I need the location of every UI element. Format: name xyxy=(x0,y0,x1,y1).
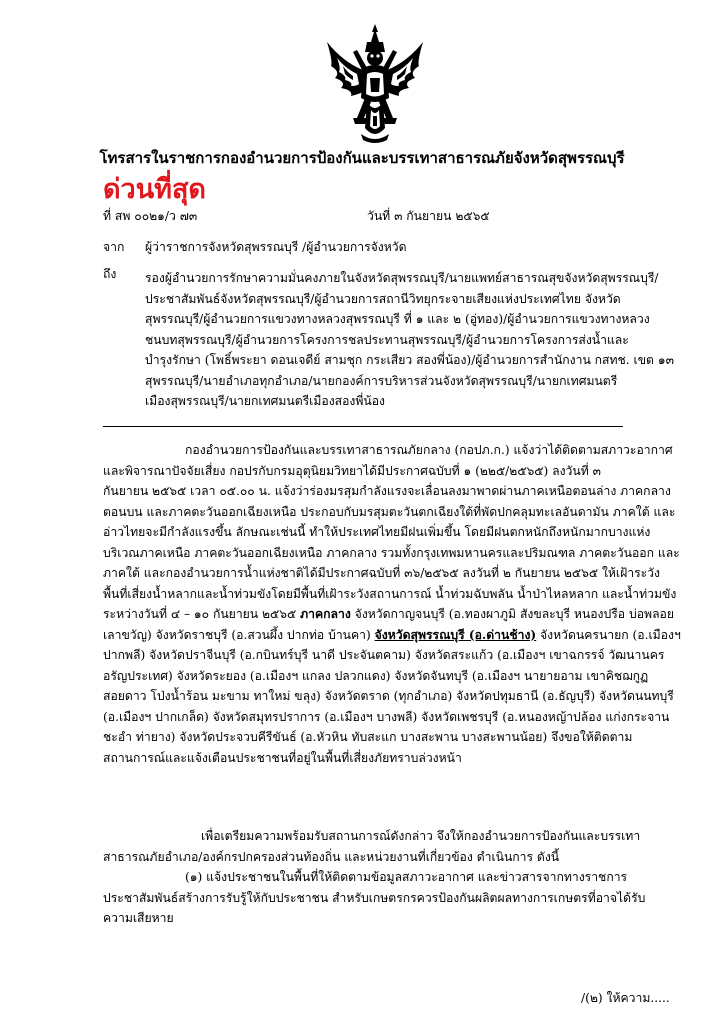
action-line: (๑) แจ้งประชาชนในพื้นที่ให้ติดตามข้อมูลสภาวะอากาศ และข่าวสารจากทางราชการ xyxy=(185,870,628,884)
body-line: สถานการณ์และแจ้งเตือนประชาชนที่อยู่ในพื้นที่เสี่ยงภัยทราบล่วงหน้า xyxy=(103,750,462,765)
recipient-list xyxy=(145,268,674,412)
recipient-line: รองผู้อำนวยการรักษาความมั่นคงภายในจังหวัดสุพรรณบุรี/นายแพทย์สาธารณสุขจังหวัดสุพรรณบุรี/ xyxy=(145,271,659,285)
action-line: ประชาสัมพันธ์สร้างการรับรู้ให้กับประชาชน สำหรับเกษตรกรควรป้องกันผลิตผลทางการเกษตรที่อาจได้รับ xyxy=(103,890,646,905)
action-line: ความเสียหาย xyxy=(103,911,174,925)
recipient-line: ประชาสัมพันธ์จังหวัดสุพรรณบุรี/ผู้อำนวยการสถานีวิทยุกระจายเสียงแห่งประเทศไทย จังหวัด xyxy=(145,291,621,306)
province-highlight: จังหวัดสุพรรณบุรี (อ.ด่านช้าง) xyxy=(374,627,537,642)
body-line: ปากพลี) จังหวัดปราจีนบุรี (อ.กบินทร์บุรี นาดี ประจันตคาม) จังหวัดสระแก้ว (อ.เมืองฯ เขาฉกรรจ์ วัฒนานคร xyxy=(103,648,665,662)
from-sender: ผู้ว่าราชการจังหวัดสุพรรณบุรี /ผู้อำนวยการจังหวัด xyxy=(145,240,407,254)
action-line: เพื่อเตรียมความพร้อมรับสถานการณ์ดังกล่าว จึงให้กองอำนวยการป้องกันและบรรเทา xyxy=(201,829,641,843)
reference-number: ที่ สพ ๐๐๒๑/ว ๗๓ xyxy=(103,209,198,223)
body-line: ภาคใต้ และกองอำนวยการน้ำแห่งชาติได้มีประกาศฉบับที่ ๓๖/๒๕๖๕ ลงวันที่ ๒ กันยายน ๒๕๖๕ ให้เฝ้าระวัง xyxy=(103,566,660,580)
recipient-line: ชนบทสุพรรณบุรี/ผู้อำนวยการโครงการชลประทานสุพรรณบุรี/ผู้อำนวยการโครงการส่งน้ำและ xyxy=(145,332,629,347)
recipient-line: สุพรรณบุรี/ผู้อำนวยการแขวงทางหลวงสุพรรณบุรี ที่ ๑ และ ๒ (อู่ทอง)/ผู้อำนวยการแขวงทางหลวง xyxy=(145,312,650,326)
action-line: สาธารณภัยอำเภอ/องค์กรปกครองส่วนท้องถิ่น และหน่วยงานที่เกี่ยวข้อง ดำเนินการ ดังนี้ xyxy=(103,849,560,864)
body-line: กองอำนวยการป้องกันและบรรเทาสาธารณภัยกลาง (กอปภ.ก.) แจ้งว่าได้ติดตามสภาวะอากาศ xyxy=(185,443,673,457)
document-title: โทรสารในราชการกองอำนวยการป้องกันและบรรเทาสาธารณภัยจังหวัดสุพรรณบุรี xyxy=(99,149,625,167)
header-divider xyxy=(103,426,623,427)
to-label: ถึง xyxy=(103,267,117,281)
body-line: ชะอำ ท่ายาง) จังหวัดประจวบคีรีขันธ์ (อ.หัวหิน ทับสะแก บางสะพาน บางสะพานน้อย) จึงขอให้ติดตาม xyxy=(103,730,633,744)
page-continuation: /(๒) ให้ความ..... xyxy=(581,991,670,1005)
body-paragraph xyxy=(103,440,681,768)
body-line xyxy=(103,604,674,625)
body-line: (อ.เมืองฯ ปากเกล็ด) จังหวัดสมุทรปราการ (อ.เมืองฯ บางพลี) จังหวัดเพชรบุรี (อ.หนองหญ้าปล้อง แก่งกระจาน xyxy=(103,709,670,724)
body-line: อรัญประเทศ) จังหวัดระยอง (อ.เมืองฯ แกลง ปลวกแดง) จังหวัดจันทบุรี (อ.เมืองฯ นายายอาม เขาคิชฌกูฏ xyxy=(103,668,649,683)
body-line: สอยดาว โป่งน้ำร้อน มะขาม ทาใหม่ ขลุง) จังหวัดตราด (ทุกอำเภอ) จังหวัดปทุมธานี (อ.ธัญบุรี) จังหวัดนนทบุรี xyxy=(103,689,674,703)
recipient-line: บำรุงรักษา (โพธิ์พระยา ดอนเจดีย์ สามชุก กระเสียว สองพี่น้อง)/ผู้อำนวยการสำนักงาน กสทช. เขต ๑๓ xyxy=(145,353,674,367)
document-date: วันที่ ๓ กันยายน ๒๕๖๕ xyxy=(367,209,490,223)
urgency-stamp: ด่วนที่สุด xyxy=(103,174,206,205)
body-text: ระหว่างวันที่ ๔ – ๑๐ กันยายน ๒๕๖๕ xyxy=(103,607,301,621)
body-line: อ่าวไทยจะมีกำลังแรงขึ้น ลักษณะเช่นนี้ ทำให้ประเทศไทยมีฝนเพิ่มขึ้น โดยมีฝนตกหนักถึงหนักมากบางแห่ง xyxy=(103,525,651,539)
body-line: กันยายน ๒๕๖๕ เวลา ๐๕.๐๐ น. แจ้งว่าร่องมรสุมกำลังแรงจะเลื่อนลงมาพาดผ่านภาคเหนือตอนล่าง ภาคกลาง xyxy=(103,484,671,498)
body-line xyxy=(103,625,681,646)
body-text: เลาขวัญ) จังหวัดราชบุรี (อ.สวนผึ้ง ปากท่อ บ้านคา) xyxy=(103,627,375,642)
body-line: และพิจารณาปัจจัยเสี่ยง กอปรกับกรมอุตุนิยมวิทยาได้มีประกาศฉบับที่ ๑ (๒๒๕/๒๕๖๕) ลงวันที่ ๓ xyxy=(103,463,601,478)
garuda-emblem-icon xyxy=(323,22,427,146)
body-text: จังหวัดนครนายก (อ.เมืองฯ xyxy=(536,627,681,642)
action-paragraph xyxy=(103,826,646,929)
body-text: จังหวัดกาญจนบุรี (อ.ทองผาภูมิ สังขละบุรี หนองปรือ บ่อพลอย xyxy=(350,607,674,621)
body-line: พื้นที่เสี่ยงน้ำหลากและน้ำท่วมขังโดยมีพื้นที่เฝ้าระวังสถานการณ์ น้ำท่วมฉับพลัน น้ำป่าไหลหลาก และน้ำท่วมขัง xyxy=(103,586,677,601)
body-line: ตอนบน และภาคตะวันออกเฉียงเหนือ ประกอบกับมรสุมตะวันตกเฉียงใต้ที่พัดปกคลุมทะเลอันดามัน ภาคใต้ และ xyxy=(103,504,676,519)
recipient-line: เมืองสุพรรณบุรี/นายกเทศมนตรีเมืองสองพี่น้อง xyxy=(145,394,386,408)
region-highlight: ภาคกลาง xyxy=(300,607,351,621)
recipient-line: สุพรรณบุรี/นายอำเภอทุกอำเภอ/นายกองค์การบริหารส่วนจังหวัดสุพรรณบุรี/นายกเทศมนตรี xyxy=(145,373,618,388)
body-line: บริเวณภาคเหนือ ภาคตะวันออกเฉียงเหนือ ภาคกลาง รวมทั้งกรุงเทพมหานครและปริมณฑล ภาคตะวันออก และ xyxy=(103,545,680,560)
from-label: จาก xyxy=(103,240,125,254)
